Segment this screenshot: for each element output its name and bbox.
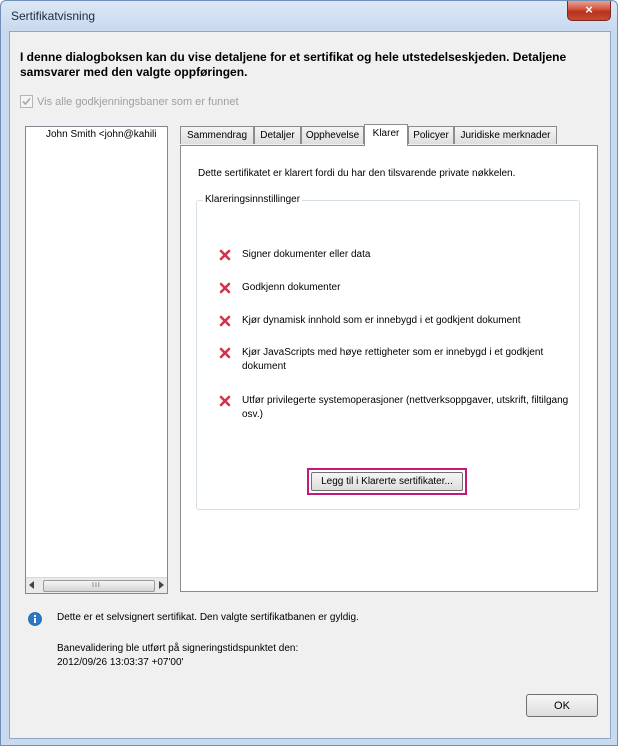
tree-item-certificate[interactable]: John Smith <john@kahili [46,129,157,140]
close-button[interactable]: × [567,1,611,21]
scroll-left-icon[interactable] [29,581,34,589]
horizontal-scrollbar[interactable] [26,577,167,593]
scroll-right-icon[interactable] [159,581,164,589]
tab-summary[interactable]: Sammendrag [180,126,254,144]
permission-label: Signer dokumenter eller data [242,249,371,260]
permission-certify [219,281,572,295]
red-x-icon [219,249,231,261]
validation-info [57,642,298,670]
status-message: Dette er et selvsignert sertifikat. Den valgte sertifikatbanen er gyldig. [57,612,359,623]
permission-label: Kjør dynamisk innhold som er innebygd i et godkjent dokument [242,315,521,326]
permission-javascript [219,346,572,374]
permission-dynamic-content [219,314,572,328]
permission-label: Utfør privilegerte systemoperasjoner (nettverksoppgaver, utskrift, filtilgang osv.) [242,395,569,420]
permission-system-operations [219,394,572,422]
red-x-icon [219,347,231,359]
tab-trust[interactable]: Klarer [364,124,408,146]
window-title: Sertifikatvisning [11,9,96,23]
add-to-trusted-button[interactable]: Legg til i Klarerte sertifikater... [311,472,463,491]
show-all-paths-checkbox[interactable] [20,95,33,108]
red-x-icon [219,395,231,407]
info-icon [28,612,42,626]
validation-line: Banevalidering ble utført på signeringstidspunktet den: [57,643,299,654]
red-x-icon [219,282,231,294]
show-all-paths-checkbox-row[interactable] [20,95,239,108]
trust-description: Dette sertifikatet er klarert fordi du har den tilsvarende private nøkkelen. [198,168,516,179]
tab-revocation[interactable]: Opphevelse [301,126,364,144]
permission-label: Godkjenn dokumenter [242,282,341,293]
certificate-path-tree[interactable] [25,126,168,594]
checkmark-icon [21,96,32,107]
permission-sign [219,248,572,262]
ok-button[interactable]: OK [526,694,598,717]
trust-settings-title: Klareringsinnstillinger [205,194,301,205]
permission-label: Kjør JavaScripts med høye rettigheter som er innebygd i et godkjent dokument [242,347,544,372]
red-x-icon [219,315,231,327]
trust-tab-panel [180,145,598,592]
tab-policies[interactable]: Policyer [408,126,454,144]
scroll-grip: III [92,582,101,589]
title-bar[interactable] [1,1,617,31]
dialog-client-area [9,31,611,739]
trust-settings-group [196,194,580,510]
validation-timestamp: 2012/09/26 13:03:37 +07'00' [57,657,184,668]
scroll-thumb[interactable] [43,580,155,592]
show-all-paths-label: Vis alle godkjenningsbaner som er funnet [37,95,239,108]
intro-text: I denne dialogboksen kan du vise detaljene for et sertifikat og hele utstedelseskjeden. Detaljene samsvarer med den valgte oppføringen. [20,50,567,79]
add-to-trusted-highlight [307,468,467,495]
tab-details[interactable]: Detaljer [254,126,301,144]
tab-legal-notices[interactable]: Juridiske merknader [454,126,557,144]
